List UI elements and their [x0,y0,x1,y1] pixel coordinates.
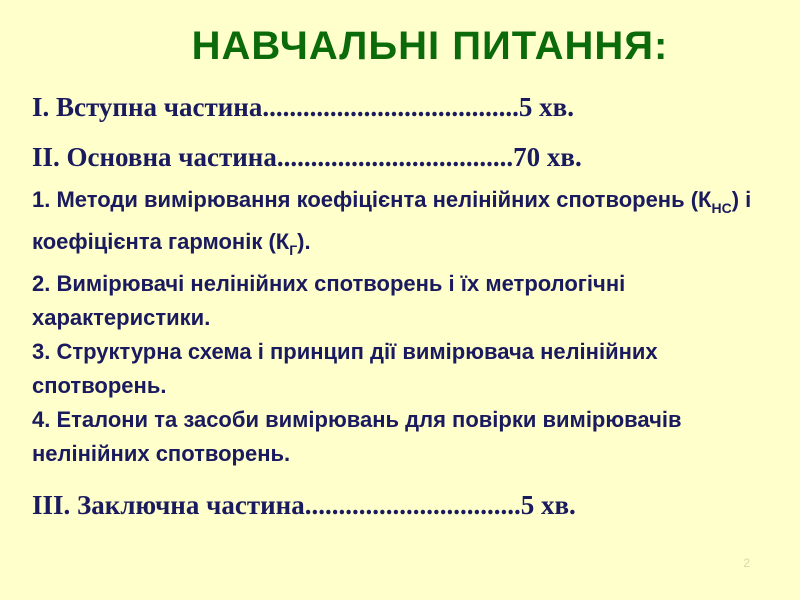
section-main: ІІ. Основна частина...................................70 хв. [32,142,582,172]
list-item-2: 2. Вимірювачі нелінійних спотворень і їх метрологічні характеристики. [32,271,626,330]
item1-subscript-g: Г [289,242,298,258]
section-intro: І. Вступна частина......................................5 хв. [32,92,574,122]
list-item-1 [32,183,772,267]
item1-text-part2: ) і коефіцієнта гармонік (К [32,187,752,254]
list-item-3: 3. Структурна схема і принцип дії вимірювача нелінійних спотворень. [32,339,658,398]
page-number: 2 [743,556,750,570]
section-conclusion: ІІІ. Заключна частина................................5 хв. [32,490,576,520]
items-list [32,183,772,471]
list-item-4: 4. Еталони та засоби вимірювань для повірки вимірювачів нелінійних спотворень. [32,407,682,466]
item1-text-part1: 1. Методи вимірювання коефіцієнта нелінійних спотворень (К [32,187,712,212]
item1-subscript-hc: НС [711,200,732,216]
item1-text-part3: ). [297,229,311,254]
slide-title: НАВЧАЛЬНІ ПИТАННЯ: [191,24,669,68]
